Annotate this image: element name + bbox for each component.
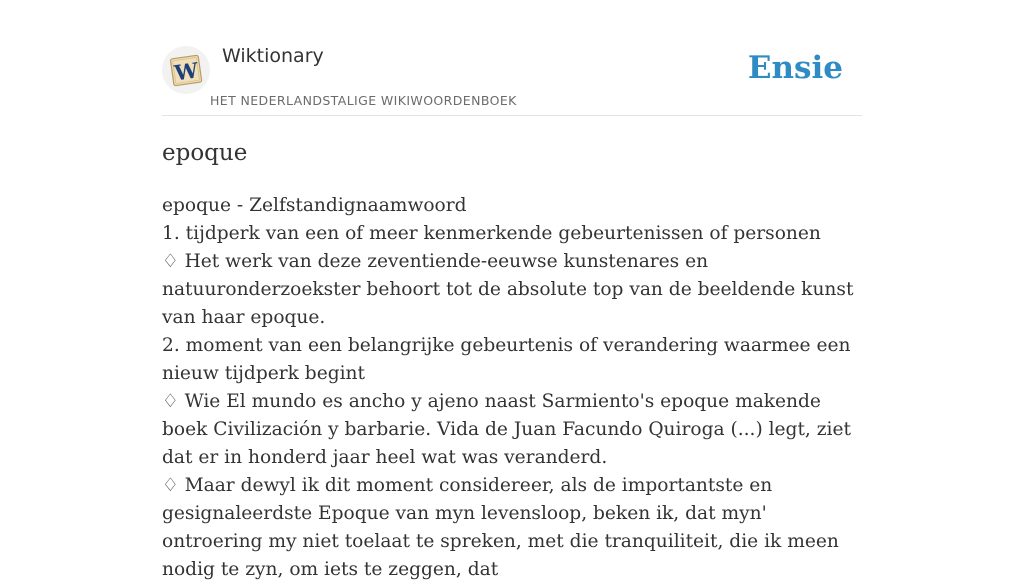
page-title: epoque: [162, 140, 248, 166]
definition-content: [162, 192, 862, 584]
site-name[interactable]: Wiktionary: [222, 45, 324, 67]
wiktionary-logo-icon[interactable]: [162, 46, 210, 94]
ensie-brand-logo[interactable]: Ensie: [747, 50, 843, 86]
site-header: [162, 42, 862, 116]
example-2: ♢ Wie El mundo es ancho y ajeno naast Sarmiento's epoque makende boek Civilización y barbarie. Vida de Juan Facundo Quiroga (...) legt, ziet dat er in honderd jaar heel wat was veranderd.: [162, 391, 851, 468]
definition-1: 1. tijdperk van een of meer kenmerkende gebeurtenissen of personen: [162, 223, 821, 244]
word-class-line: epoque - Zelfstandignaamwoord: [162, 195, 467, 216]
logo-letter: W: [172, 57, 200, 86]
site-tagline: HET NEDERLANDSTALIGE WIKIWOORDENBOEK: [210, 93, 517, 108]
example-3: ♢ Maar dewyl ik dit moment considereer, als de importantste en gesignaleerdste Epoque van myn levensloop, beken ik, dat myn' ontroering my niet toelaat te spreken, met die tranquiliteit, die ik meen nodig te zyn, om iets te zeggen, dat: [162, 475, 839, 580]
definition-2: 2. moment van een belangrijke gebeurtenis of verandering waarmee een nieuw tijdperk begint: [162, 335, 851, 384]
example-1: ♢ Het werk van deze zeventiende-eeuwse kunstenares en natuuronderzoekster behoort tot de absolute top van de beeldende kunst van haar epoque.: [162, 251, 854, 328]
